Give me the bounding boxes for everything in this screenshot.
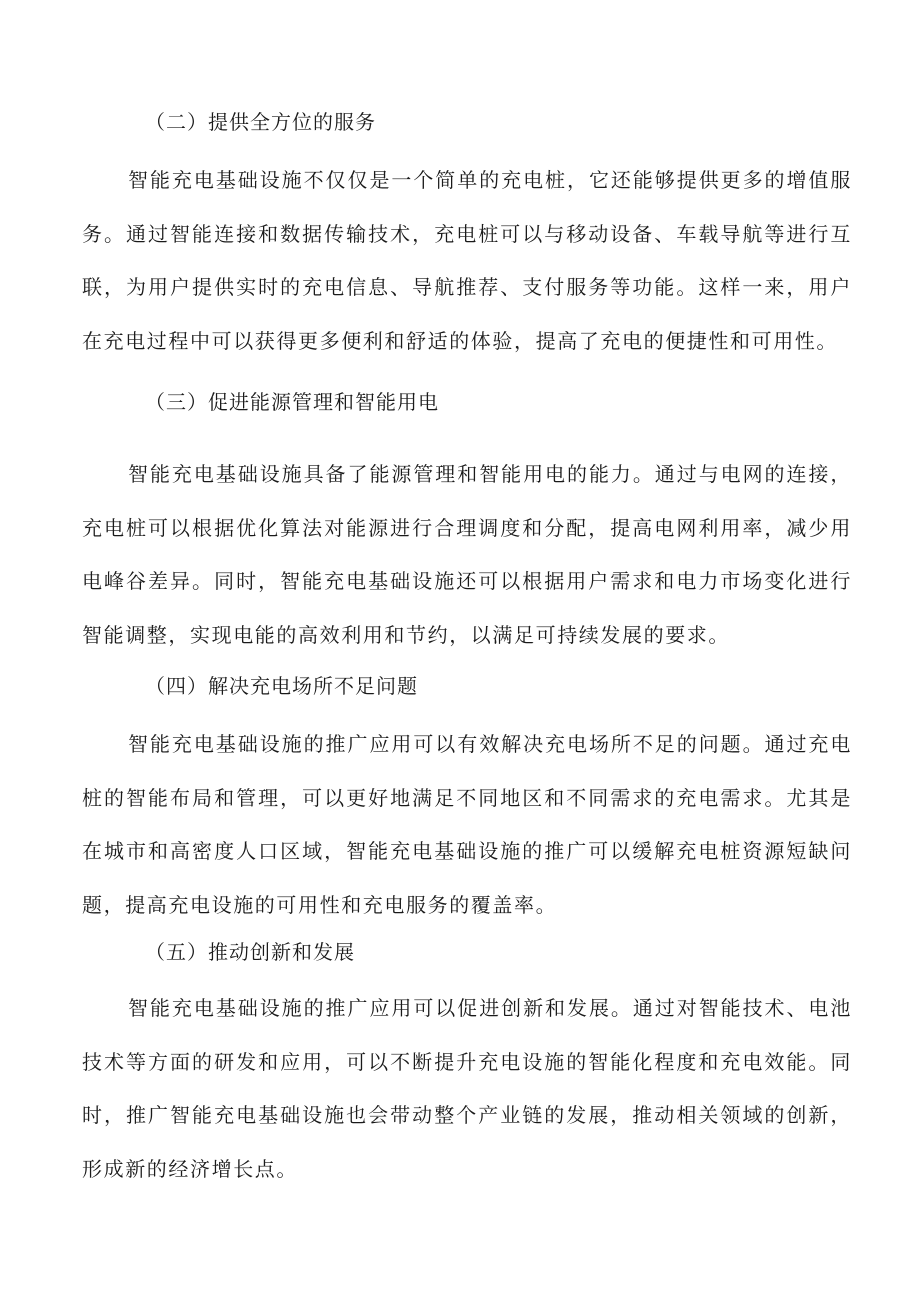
section-paragraph-4: 智能充电基础设施的推广应用可以有效解决充电场所不足的问题。通过充电桩的智能布局和管理，可以更好地满足不同地区和不同需求的充电需求。尤其是在城市和高密度人口区域，智能充电基础设施的推广可以缓解充电桩资源短缺问题，提高充电设施的可用性和充电服务的覆盖率。	[82, 732, 852, 917]
section-paragraph-2: 智能充电基础设施不仅仅是一个简单的充电桩，它还能够提供更多的增值服务。通过智能连接和数据传输技术，充电桩可以与移动设备、车载导航等进行互联，为用户提供实时的充电信息、导航推荐、支付服务等功能。这样一来，用户在充电过程中可以获得更多便利和舒适的体验，提高了充电的便捷性和可用性。	[82, 168, 852, 353]
section-heading-4: （四）解决充电场所不足问题	[145, 674, 418, 698]
section-heading-2: （二）提供全方位的服务	[145, 110, 376, 134]
section-paragraph-3: 智能充电基础设施具备了能源管理和智能用电的能力。通过与电网的连接，充电桩可以根据优化算法对能源进行合理调度和分配，提高电网利用率，减少用电峰谷差异。同时，智能充电基础设施还可以根据用户需求和电力市场变化进行智能调整，实现电能的高效利用和节约，以满足可持续发展的要求。	[82, 462, 852, 647]
section-heading-5: （五）推动创新和发展	[145, 940, 355, 964]
section-heading-3: （三）促进能源管理和智能用电	[145, 390, 439, 414]
section-paragraph-5: 智能充电基础设施的推广应用可以促进创新和发展。通过对智能技术、电池技术等方面的研发和应用，可以不断提升充电设施的智能化程度和充电效能。同时，推广智能充电基础设施也会带动整个产业链的发展，推动相关领域的创新，形成新的经济增长点。	[82, 996, 852, 1181]
